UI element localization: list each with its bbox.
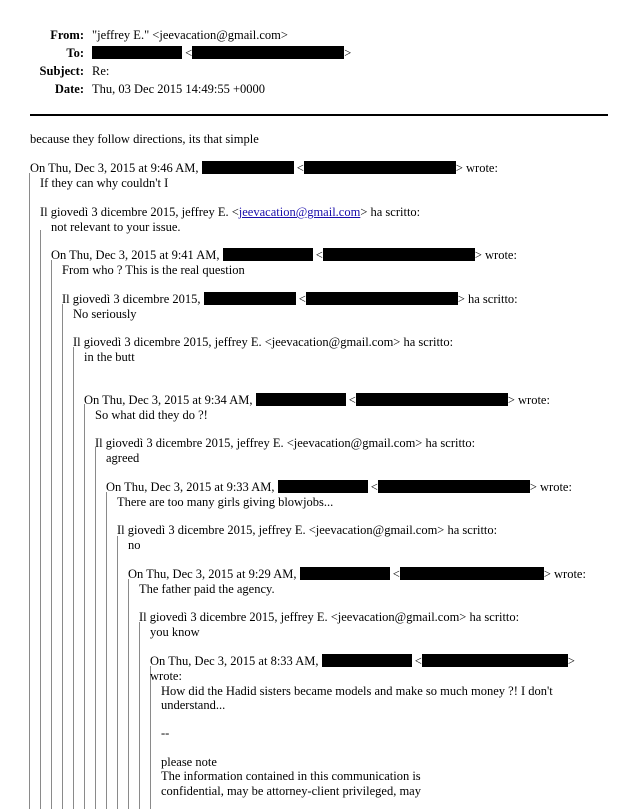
body-line: confidential, may be attorney-client privileged, may bbox=[161, 784, 421, 798]
to-gt: > bbox=[344, 46, 352, 60]
date-label: Date: bbox=[54, 82, 84, 96]
body-line: because they follow directions, its that simple bbox=[30, 132, 259, 146]
quote-bar bbox=[29, 173, 30, 809]
attribution-line: Il giovedì 3 dicembre 2015, jeffrey E. <jeevacation@gmail.com> ha scritto: bbox=[95, 436, 476, 450]
quote-bar bbox=[62, 304, 63, 809]
redaction-box bbox=[278, 480, 368, 493]
attribution-line: Il giovedì 3 dicembre 2015, jeffrey E. <jeevacation@gmail.com> ha scritto: bbox=[40, 205, 421, 219]
email-link[interactable]: jeevacation@gmail.com bbox=[238, 205, 361, 219]
redaction-box bbox=[300, 567, 390, 580]
quote-bar bbox=[84, 404, 85, 809]
redaction-box bbox=[356, 393, 508, 406]
attribution-line: On Thu, Dec 3, 2015 at 9:33 AM, < > wrote: bbox=[106, 480, 572, 494]
body-line: wrote: bbox=[150, 669, 182, 683]
body-line: No seriously bbox=[73, 307, 137, 321]
body-line: How did the Hadid sisters became models and make so much money ?! I don't bbox=[161, 684, 553, 698]
body-line: understand... bbox=[161, 698, 226, 712]
redaction-box bbox=[378, 480, 530, 493]
attribution-line: On Thu, Dec 3, 2015 at 8:33 AM, < > bbox=[150, 654, 575, 668]
from-value: "jeffrey E." <jeevacation@gmail.com> bbox=[92, 28, 288, 42]
redaction-box bbox=[306, 292, 458, 305]
quote-bar bbox=[150, 666, 151, 809]
to-lt: < bbox=[185, 46, 193, 60]
attribution-line: On Thu, Dec 3, 2015 at 9:46 AM, < > wrote: bbox=[30, 161, 498, 175]
body-line: agreed bbox=[106, 451, 140, 465]
attribution-line: Il giovedì 3 dicembre 2015, jeffrey E. <jeevacation@gmail.com> ha scritto: bbox=[73, 335, 454, 349]
date-value: Thu, 03 Dec 2015 14:49:55 +0000 bbox=[92, 82, 266, 96]
quote-bar bbox=[40, 230, 41, 809]
body-line: in the butt bbox=[84, 350, 135, 364]
redaction-box bbox=[304, 161, 456, 174]
redaction-box bbox=[400, 567, 544, 580]
quote-bar bbox=[128, 579, 129, 809]
to-label: To: bbox=[66, 46, 84, 60]
attribution-line: Il giovedì 3 dicembre 2015, jeffrey E. <jeevacation@gmail.com> ha scritto: bbox=[117, 523, 498, 537]
attribution-line: Il giovedì 3 dicembre 2015, < > ha scritto: bbox=[62, 292, 518, 306]
body-line: no bbox=[128, 538, 141, 552]
quote-bar bbox=[106, 492, 107, 809]
attribution-line: On Thu, Dec 3, 2015 at 9:34 AM, < > wrote: bbox=[84, 393, 550, 407]
redaction-box bbox=[256, 393, 346, 406]
body-line: please note bbox=[161, 755, 217, 769]
attribution-line: On Thu, Dec 3, 2015 at 9:41 AM, < > wrote: bbox=[51, 248, 517, 262]
quote-bar bbox=[51, 260, 52, 809]
quote-bar bbox=[117, 536, 118, 809]
body-line: The father paid the agency. bbox=[139, 582, 275, 596]
body-line: The information contained in this communication is bbox=[161, 769, 421, 783]
signature-separator: -- bbox=[161, 726, 170, 740]
redaction-box bbox=[204, 292, 296, 305]
attribution-line: Il giovedì 3 dicembre 2015, jeffrey E. <jeevacation@gmail.com> ha scritto: bbox=[139, 610, 520, 624]
body-line: you know bbox=[150, 625, 200, 639]
body-line: There are too many girls giving blowjobs... bbox=[117, 495, 334, 509]
from-label: From: bbox=[50, 28, 84, 42]
subject-value: Re: bbox=[92, 64, 110, 78]
redaction-box bbox=[422, 654, 568, 667]
body-line: If they can why couldn't I bbox=[40, 176, 169, 190]
quote-bar bbox=[95, 447, 96, 809]
redaction-box bbox=[322, 654, 412, 667]
quote-bar bbox=[139, 622, 140, 809]
quote-bar bbox=[73, 347, 74, 809]
redaction-box bbox=[223, 248, 313, 261]
attribution-line: On Thu, Dec 3, 2015 at 9:29 AM, < > wrote: bbox=[128, 567, 586, 581]
body-line: not relevant to your issue. bbox=[51, 220, 181, 234]
body-line: From who ? This is the real question bbox=[62, 263, 245, 277]
body-line: So what did they do ?! bbox=[95, 408, 208, 422]
subject-label: Subject: bbox=[39, 64, 84, 78]
redaction-box bbox=[323, 248, 475, 261]
redaction-box bbox=[202, 161, 294, 174]
